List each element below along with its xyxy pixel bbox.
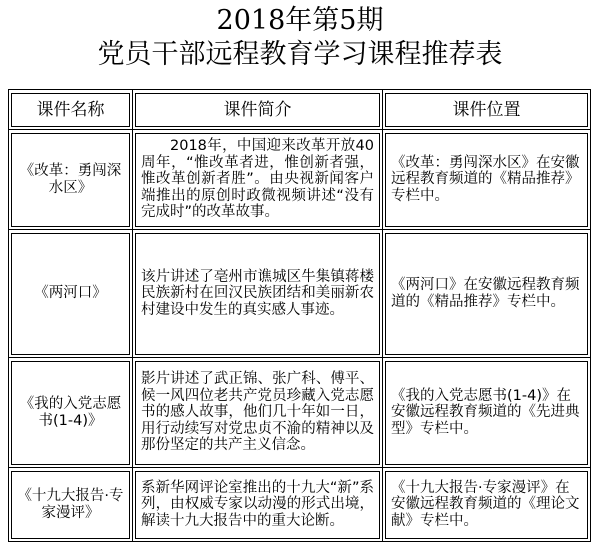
table-row: [9, 230, 591, 358]
header-course-intro: 课件简介: [135, 93, 380, 127]
course-location-cell: 《两河口》在安徽远程教育频道的《精品推荐》专栏中。: [385, 233, 588, 355]
course-name-cell: 《两河口》: [11, 233, 130, 355]
table-row: [9, 130, 591, 230]
course-location-cell: 《改革：勇闯深水区》在安徽远程教育频道的《精品推荐》专栏中。: [385, 133, 588, 227]
course-name-cell: 《我的入党志愿书(1-4)》: [11, 361, 130, 465]
course-name-cell: 《改革：勇闯深水区》: [11, 133, 130, 227]
table-header-row: [9, 90, 591, 130]
course-location-cell: 《十九大报告·专家漫评》在安徽远程教育频道的《理论文献》专栏中。: [385, 471, 588, 539]
title-main: 党员干部远程教育学习课程推荐表: [97, 39, 503, 70]
header-course-name: 课件名称: [11, 93, 130, 127]
table-row: [9, 468, 591, 542]
course-desc-cell: 2018年，中国迎来改革开放40周年，“惟改革者进，惟创新者强，惟改革创新者胜”。由央视新闻客户端推出的原创时政微视频讲述“没有完成时”的改革故事。: [135, 133, 380, 227]
course-desc-cell: 该片讲述了亳州市谯城区牛集镇蒋楼民族新村在回汉民族团结和美丽新农村建设中发生的真实感人事迹。: [135, 233, 380, 355]
course-desc-cell: 影片讲述了武正锦、张广科、傅平、候一风四位老共产党员珍藏入党志愿书的感人故事，他们几十年如一日，用行动续写对党忠贞不渝的精神以及那份坚定的共产主义信念。: [135, 361, 380, 465]
course-table: [8, 89, 591, 542]
title-issue: 2018年第5期: [216, 5, 384, 36]
course-name-cell: 《十九大报告·专家漫评》: [11, 471, 130, 539]
course-desc-cell: 系新华网评论室推出的十九大“新”系列，由权威专家以动漫的形式出境，解读十九大报告中的重大论断。: [135, 471, 380, 539]
table-row: [9, 358, 591, 468]
course-location-cell: 《我的入党志愿书(1-4)》在安徽远程教育频道的《先进典型》专栏中。: [385, 361, 588, 465]
page-title: [0, 4, 600, 72]
header-course-location: 课件位置: [385, 93, 588, 127]
